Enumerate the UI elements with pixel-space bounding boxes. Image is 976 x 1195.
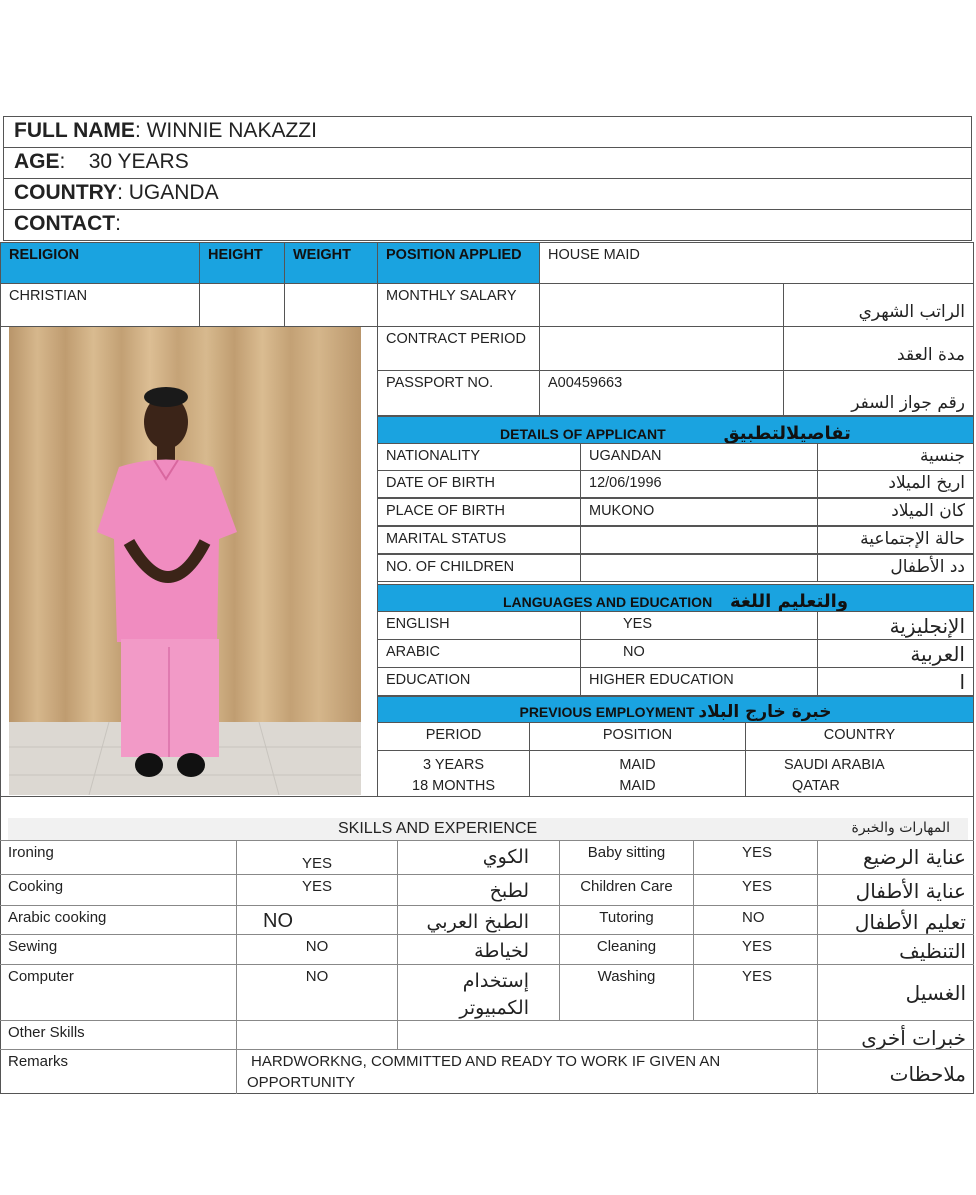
skills-title-bar <box>8 818 968 840</box>
skill-label: Children Care <box>560 874 694 905</box>
passport-value: A00459663 <box>539 370 784 416</box>
skill-value: NO <box>694 905 818 934</box>
contact-row: CONTACT: <box>3 209 972 241</box>
skill-label-ar: عناية الأطفال <box>818 874 974 905</box>
height-value <box>199 283 285 327</box>
skill-label: Sewing <box>0 934 237 964</box>
employment-periods <box>377 750 530 797</box>
remarks-label: Remarks <box>0 1049 237 1094</box>
employment-title-ar: خبرة خارج البلاد <box>698 702 832 722</box>
skill-label: Arabic cooking <box>0 905 237 934</box>
details-section-header <box>377 416 974 444</box>
details-label-ar: اريخ الميلاد <box>817 470 974 498</box>
employment-period-1: 3 YEARS <box>423 757 484 773</box>
skill-label-ar: إستخدام الكمبيوتر <box>398 964 560 1020</box>
details-label-ar: كان الميلاد <box>817 498 974 526</box>
languages-section-header <box>377 584 974 612</box>
details-value <box>580 554 818 582</box>
details-title: DETAILS OF APPLICANT <box>500 426 666 442</box>
details-value: UGANDAN <box>580 443 818 471</box>
monthly-salary-value <box>539 283 784 327</box>
employment-period-2: 18 MONTHS <box>412 778 495 794</box>
contact-label: CONTACT <box>14 212 116 235</box>
weight-header: WEIGHT <box>284 242 378 284</box>
details-label: NO. OF CHILDREN <box>377 554 581 582</box>
employment-col-position: POSITION <box>529 722 746 751</box>
contract-period-label: CONTRACT PERIOD <box>377 326 540 371</box>
employment-country-2: QATAR <box>792 778 840 794</box>
other-skills-label: Other Skills <box>0 1020 237 1049</box>
weight-value <box>284 283 378 327</box>
skill-label: Ironing <box>0 840 237 874</box>
religion-header: RELIGION <box>0 242 200 284</box>
language-label-ar: ا <box>817 667 974 696</box>
other-skills-empty <box>398 1020 818 1049</box>
age-value: 30 YEARS <box>88 150 189 173</box>
skill-label-ar: التنظيف <box>818 934 974 964</box>
monthly-salary-label: MONTHLY SALARY <box>377 283 540 327</box>
passport-ar: رقم جواز السفر <box>783 370 974 416</box>
skills-title: SKILLS AND EXPERIENCE <box>338 820 538 837</box>
age-row: AGE: 30 YEARS <box>3 147 972 179</box>
skill-value: YES <box>694 964 818 1020</box>
photo-frame <box>0 327 378 797</box>
skill-label: Cooking <box>0 874 237 905</box>
skill-value: YES <box>694 874 818 905</box>
country-label: COUNTRY <box>14 181 118 204</box>
details-value: 12/06/1996 <box>580 470 818 498</box>
employment-col-period: PERIOD <box>377 722 530 751</box>
skills-title-ar: المهارات والخبرة <box>851 820 950 836</box>
position-applied-header: POSITION APPLIED <box>377 242 540 284</box>
skill-label: Tutoring <box>560 905 694 934</box>
language-label: ENGLISH <box>377 611 581 640</box>
skill-label-ar: لطبخ <box>398 874 560 905</box>
full-name-row: FULL NAME: WINNIE NAKAZZI <box>3 116 972 148</box>
employment-position-1: MAID <box>619 757 656 773</box>
language-label-ar: العربية <box>817 639 974 668</box>
skill-label-ar: تعليم الأطفال <box>818 905 974 934</box>
skill-value: YES <box>694 934 818 964</box>
details-value <box>580 526 818 554</box>
age-label: AGE <box>14 150 60 173</box>
contract-period-ar: مدة العقد <box>783 326 974 371</box>
passport-label: PASSPORT NO. <box>377 370 540 416</box>
remarks-value: HARDWORKNG, COMMITTED AND READY TO WORK IF GIVEN AN OPPORTUNITY <box>237 1049 818 1094</box>
full-name-value: WINNIE NAKAZZI <box>146 119 317 142</box>
country-row: COUNTRY: UGANDA <box>3 178 972 210</box>
employment-col-country: COUNTRY <box>745 722 974 751</box>
full-name-label: FULL NAME <box>14 119 135 142</box>
skill-label: Baby sitting <box>560 840 694 874</box>
other-skills-value <box>237 1020 398 1049</box>
details-label-ar: دد الأطفال <box>817 554 974 582</box>
language-value: NO <box>580 639 818 668</box>
skill-value: YES <box>237 840 398 874</box>
skill-label-ar: لخياطة <box>398 934 560 964</box>
country-value: UGANDA <box>128 181 219 204</box>
skill-label-ar: الكوي <box>398 840 560 874</box>
employment-title: PREVIOUS EMPLOYMENT <box>519 704 695 720</box>
languages-title: LANGUAGES AND EDUCATION <box>502 594 713 610</box>
employment-positions <box>529 750 746 797</box>
skill-label-ar: الطبخ العربي <box>398 905 560 934</box>
skill-label-ar: الغسيل <box>818 964 974 1020</box>
language-value: HIGHER EDUCATION <box>580 667 818 696</box>
monthly-salary-ar: الراتب الشهري <box>783 283 974 327</box>
details-label: NATIONALITY <box>377 443 581 471</box>
skill-value: NO <box>237 964 398 1020</box>
language-label: EDUCATION <box>377 667 581 696</box>
language-value: YES <box>580 611 818 640</box>
other-skills-ar: خبرات أخرى <box>818 1020 974 1049</box>
employment-country-1: SAUDI ARABIA <box>784 757 885 773</box>
religion-value: CHRISTIAN <box>0 283 200 327</box>
position-applied-value: HOUSE MAID <box>539 242 974 284</box>
details-label-ar: جنسية <box>817 443 974 471</box>
language-label: ARABIC <box>377 639 581 668</box>
language-label-ar: الإنجليزية <box>817 611 974 640</box>
skill-value: YES <box>694 840 818 874</box>
employment-countries <box>745 750 974 797</box>
languages-title-ar: والتعليم اللغة <box>729 591 849 612</box>
contract-period-value <box>539 326 784 371</box>
skill-label: Washing <box>560 964 694 1020</box>
details-value: MUKONO <box>580 498 818 526</box>
details-label: DATE OF BIRTH <box>377 470 581 498</box>
details-label: PLACE OF BIRTH <box>377 498 581 526</box>
height-header: HEIGHT <box>199 242 285 284</box>
details-label-ar: حالة الإجتماعية <box>817 526 974 554</box>
remarks-ar: ملاحظات <box>818 1049 974 1094</box>
skill-label: Cleaning <box>560 934 694 964</box>
skill-value: YES <box>237 874 398 905</box>
employment-position-2: MAID <box>619 778 656 794</box>
skill-value: NO <box>237 905 398 934</box>
details-title-ar: تفاصيلالتطبيق <box>723 423 851 444</box>
skill-label: Computer <box>0 964 237 1020</box>
details-label: MARITAL STATUS <box>377 526 581 554</box>
employment-section-header <box>377 696 974 723</box>
skill-value: NO <box>237 934 398 964</box>
skill-label-ar: عناية الرضيع <box>818 840 974 874</box>
